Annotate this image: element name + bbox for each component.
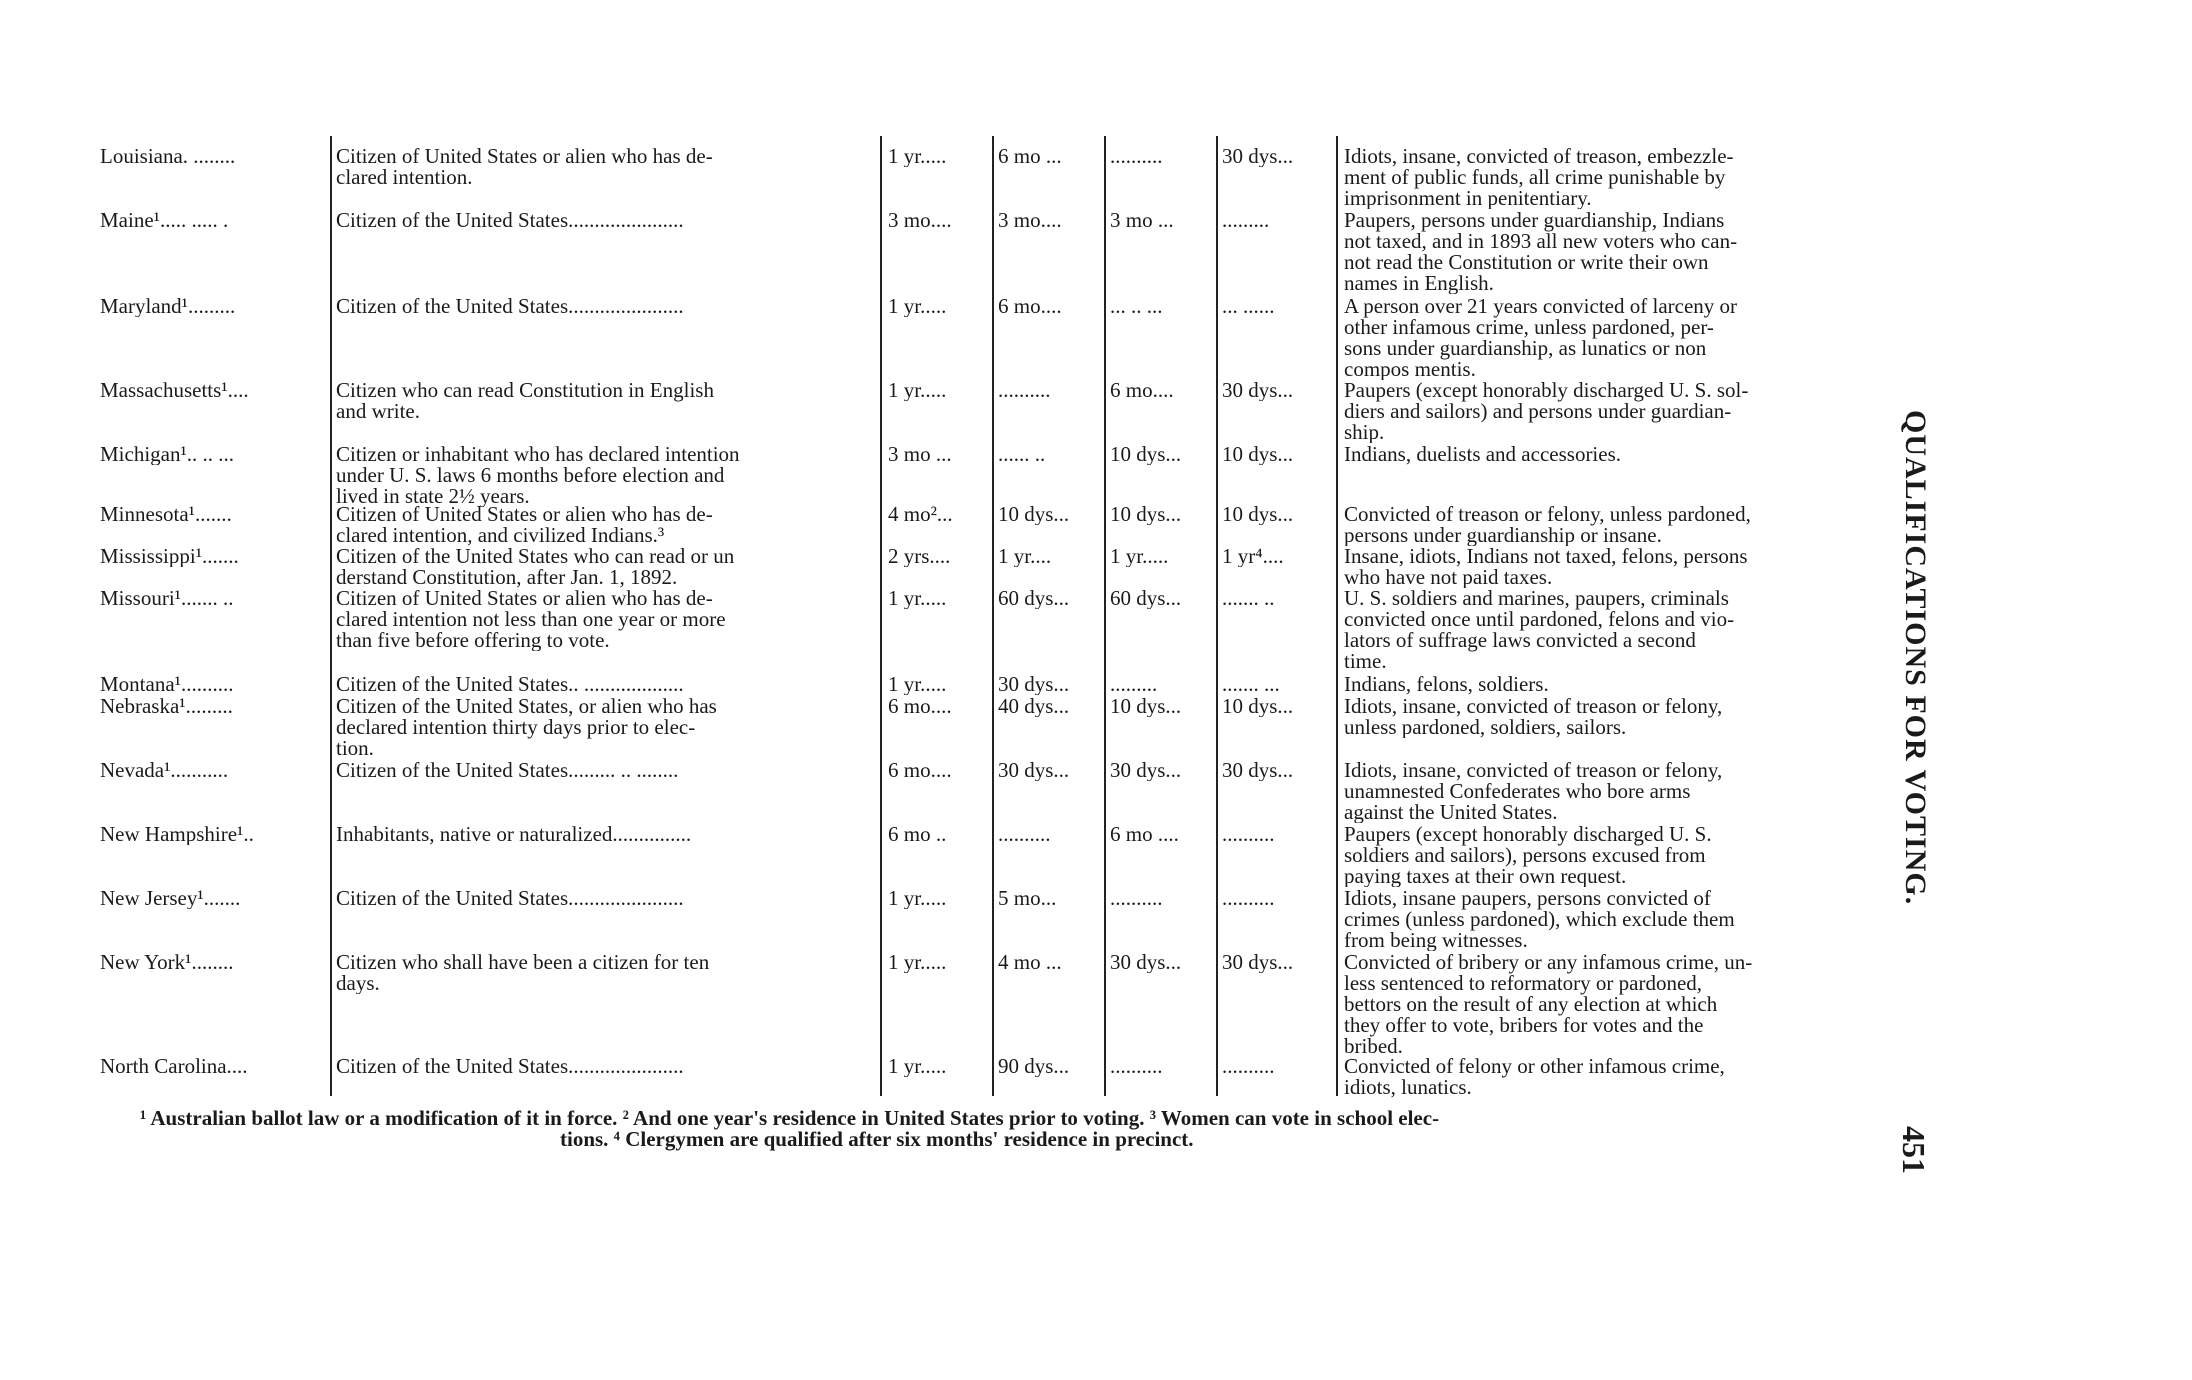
residence-state: 1 yr..... (888, 146, 947, 167)
residence-county: ...... .. (998, 444, 1046, 465)
column-rule (880, 136, 882, 1096)
residence-precinct: 1 yr⁴.... (1222, 546, 1284, 567)
residence-county: 30 dys... (998, 760, 1070, 781)
residence-state: 6 mo.... (888, 760, 952, 781)
column-rule (992, 136, 994, 1096)
state-name: Massachusetts¹.... (100, 380, 249, 401)
residence-county: 6 mo.... (998, 296, 1062, 317)
residence-town: 30 dys... (1110, 760, 1182, 781)
residence-precinct: ....... ... (1222, 674, 1280, 695)
state-name: Maine¹..... ..... . (100, 210, 229, 231)
residence-precinct: .......... (1222, 824, 1275, 845)
qualification-text: Citizen of United States or alien who has de- clared intention, and civilized Indians.³ (336, 504, 713, 546)
footnote-line: tions. ⁴ Clergymen are qualified after six months' residence in precinct. (560, 1127, 1194, 1151)
residence-town: 60 dys... (1110, 588, 1182, 609)
residence-county: 1 yr.... (998, 546, 1052, 567)
residence-town: .......... (1110, 146, 1163, 167)
qualification-text: Citizen of the United States......... .. ........ (336, 760, 679, 781)
residence-state: 3 mo ... (888, 444, 952, 465)
state-name: Mississippi¹....... (100, 546, 239, 567)
state-name: Michigan¹.. .. ... (100, 444, 235, 465)
residence-precinct: .......... (1222, 1056, 1275, 1077)
qualifications-table (100, 136, 1880, 1096)
residence-state: 1 yr..... (888, 952, 947, 973)
residence-state: 1 yr..... (888, 380, 947, 401)
qualification-text: Citizen of United States or alien who has de- clared intention not less than one year or more than five before offering to vote. (336, 588, 726, 651)
residence-county: .......... (998, 824, 1051, 845)
residence-county: 90 dys... (998, 1056, 1070, 1077)
qualification-text: Citizen of the United States...................... (336, 210, 684, 231)
residence-town: ......... (1110, 674, 1158, 695)
residence-precinct: 30 dys... (1222, 146, 1294, 167)
residence-town: 6 mo.... (1110, 380, 1174, 401)
residence-state: 1 yr..... (888, 888, 947, 909)
column-rule (1216, 136, 1218, 1096)
disqualification-text: Convicted of treason or felony, unless pardoned, persons under guardianship or insane. (1344, 504, 1751, 546)
residence-county: 6 mo ... (998, 146, 1062, 167)
residence-precinct: 10 dys... (1222, 504, 1294, 525)
state-name: Nevada¹........... (100, 760, 229, 781)
state-name: Montana¹.......... (100, 674, 234, 695)
qualification-text: Citizen of the United States...................... (336, 1056, 684, 1077)
disqualification-text: Paupers (except honorably discharged U. S. soldiers and sailors), persons excused from paying taxes at their own request. (1344, 824, 1712, 887)
state-name: Maryland¹......... (100, 296, 236, 317)
residence-state: 6 mo.... (888, 696, 952, 717)
residence-state: 1 yr..... (888, 588, 947, 609)
state-name: Minnesota¹....... (100, 504, 232, 525)
disqualification-text: A person over 21 years convicted of larceny or other infamous crime, unless pardoned, per- sons under guardianship, as lunatics or non compos mentis. (1344, 296, 1738, 380)
residence-town: 10 dys... (1110, 444, 1182, 465)
residence-county: 3 mo.... (998, 210, 1062, 231)
disqualification-text: Idiots, insane, convicted of treason or felony, unamnested Confederates who bore arms against the United States. (1344, 760, 1723, 823)
column-rule (1104, 136, 1106, 1096)
residence-precinct: .......... (1222, 888, 1275, 909)
residence-state: 6 mo .. (888, 824, 947, 845)
residence-county: 10 dys... (998, 504, 1070, 525)
disqualification-text: U. S. soldiers and marines, paupers, criminals convicted once until pardoned, felons and vio- lators of suffrage laws convicted a second time. (1344, 588, 1735, 672)
residence-precinct: ....... .. (1222, 588, 1275, 609)
residence-county: 30 dys... (998, 674, 1070, 695)
running-head-text: QUALIFICATIONS FOR VOTING. (1899, 410, 1932, 906)
disqualification-text: Idiots, insane, convicted of treason, embezzle- ment of public funds, all crime punishable by imprisonment in penitentiary. (1344, 146, 1734, 209)
residence-county: 5 mo... (998, 888, 1057, 909)
residence-town: 10 dys... (1110, 504, 1182, 525)
state-name: Louisiana. ........ (100, 146, 236, 167)
residence-county: 4 mo ... (998, 952, 1062, 973)
residence-town: 10 dys... (1110, 696, 1182, 717)
qualification-text: Inhabitants, native or naturalized............... (336, 824, 692, 845)
residence-town: .......... (1110, 888, 1163, 909)
qualification-text: Citizen of the United States...................... (336, 888, 684, 909)
state-name: Missouri¹....... .. (100, 588, 234, 609)
residence-state: 1 yr..... (888, 1056, 947, 1077)
residence-precinct: 30 dys... (1222, 952, 1294, 973)
qualification-text: Citizen who can read Constitution in English and write. (336, 380, 714, 422)
qualification-text: Citizen of the United States...................... (336, 296, 684, 317)
residence-precinct: 10 dys... (1222, 696, 1294, 717)
disqualification-text: Paupers, persons under guardianship, Indians not taxed, and in 1893 all new voters who can- not read the Constitution or write their own names in English. (1344, 210, 1738, 294)
disqualification-text: Indians, duelists and accessories. (1344, 444, 1622, 465)
residence-town: 30 dys... (1110, 952, 1182, 973)
state-name: Nebraska¹......... (100, 696, 233, 717)
disqualification-text: Indians, felons, soldiers. (1344, 674, 1549, 695)
residence-town: ... .. ... (1110, 296, 1163, 317)
disqualification-text: Idiots, insane, convicted of treason or felony, unless pardoned, soldiers, sailors. (1344, 696, 1723, 738)
state-name: New York¹........ (100, 952, 234, 973)
residence-county: .......... (998, 380, 1051, 401)
residence-town: .......... (1110, 1056, 1163, 1077)
residence-state: 2 yrs.... (888, 546, 951, 567)
residence-precinct: ......... (1222, 210, 1270, 231)
qualification-text: Citizen of the United States.. ................... (336, 674, 684, 695)
qualification-text: Citizen of the United States who can read or un derstand Constitution, after Jan. 1, 1892. (336, 546, 735, 588)
page-number-text: 451 (1896, 1126, 1932, 1174)
residence-precinct: 30 dys... (1222, 760, 1294, 781)
disqualification-text: Convicted of felony or other infamous crime, idiots, lunatics. (1344, 1056, 1725, 1098)
residence-state: 1 yr..... (888, 674, 947, 695)
residence-county: 60 dys... (998, 588, 1070, 609)
column-rule (1336, 136, 1338, 1096)
disqualification-text: Paupers (except honorably discharged U. S. sol- diers and sailors) and persons under guardian- ship. (1344, 380, 1749, 443)
disqualification-text: Idiots, insane paupers, persons convicted of crimes (unless pardoned), which exclude them from being witnesses. (1344, 888, 1735, 951)
disqualification-text: Convicted of bribery or any infamous crime, un- less sentenced to reformatory or pardoned, bettors on the result of any election at which they offer to vote, bribers for votes and the bribed. (1344, 952, 1753, 1057)
footnote-line: ¹ Australian ballot law or a modification of it in force. ² And one year's residence in United States prior to voting. ³ Women can vote in school elec- (140, 1106, 1440, 1130)
residence-county: 40 dys... (998, 696, 1070, 717)
qualification-text: Citizen who shall have been a citizen for ten days. (336, 952, 710, 994)
residence-state: 3 mo.... (888, 210, 952, 231)
disqualification-text: Insane, idiots, Indians not taxed, felons, persons who have not paid taxes. (1344, 546, 1748, 588)
residence-state: 4 mo²... (888, 504, 953, 525)
residence-precinct: 10 dys... (1222, 444, 1294, 465)
state-name: New Jersey¹....... (100, 888, 241, 909)
qualification-text: Citizen of the United States, or alien who has declared intention thirty days prior to elec- tion. (336, 696, 717, 759)
running-head (1899, 410, 1952, 950)
page-number (1896, 1126, 1952, 1206)
qualification-text: Citizen or inhabitant who has declared intention under U. S. laws 6 months before election and lived in state 2½ years. (336, 444, 740, 507)
state-name: North Carolina.... (100, 1056, 248, 1077)
residence-town: 6 mo .... (1110, 824, 1179, 845)
residence-town: 3 mo ... (1110, 210, 1174, 231)
residence-town: 1 yr..... (1110, 546, 1169, 567)
residence-state: 1 yr..... (888, 296, 947, 317)
qualification-text: Citizen of United States or alien who has de- clared intention. (336, 146, 713, 188)
footnotes (140, 1108, 1840, 1150)
residence-precinct: ... ...... (1222, 296, 1275, 317)
column-rule (330, 136, 332, 1096)
state-name: New Hampshire¹.. (100, 824, 254, 845)
residence-precinct: 30 dys... (1222, 380, 1294, 401)
